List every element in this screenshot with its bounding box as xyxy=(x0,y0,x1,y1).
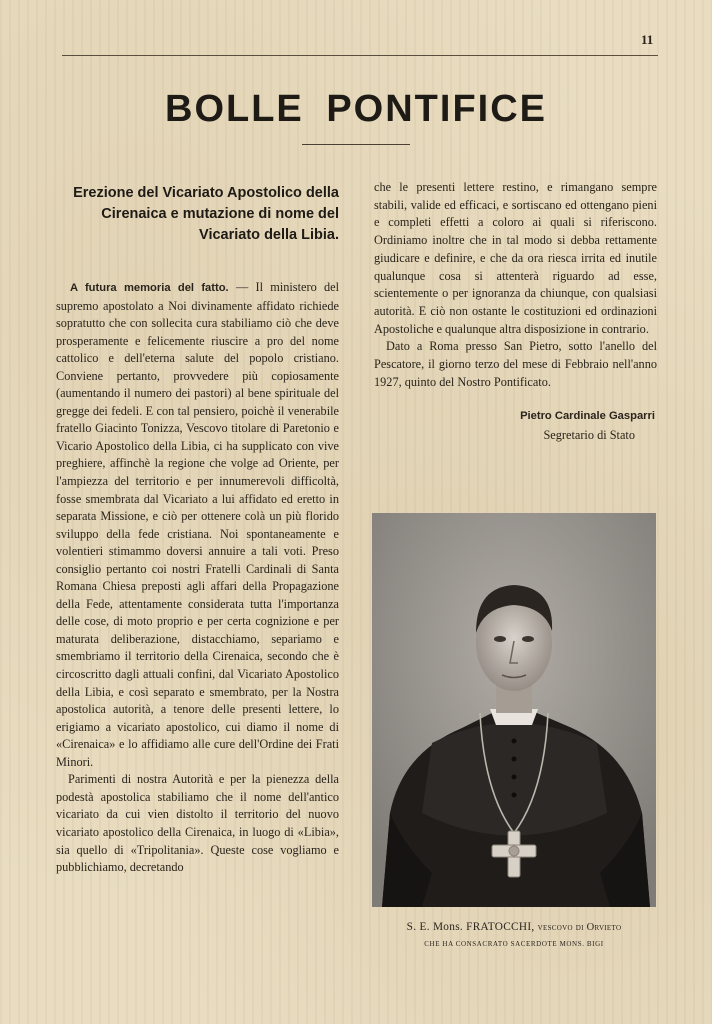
right-column xyxy=(374,179,657,443)
photo-caption xyxy=(372,921,656,933)
top-rule xyxy=(62,55,658,56)
article-paragraph-3: che le presenti lettere restino, e rimangano sempre stabili, valide ed efficaci, e sortiscano ed ottengano pieni e completi effetti a coloro ai quali si riferiscono. Ordiniamo inoltre che in tal modo si debba rettamente giudicare e definire, e che da ora riesca irrita ed inutile qualunque cosa si attenterà riguardo ad esse, scientemente o per ignoranza da chiunque, con qualsiasi autorità. E ciò non ostante le costituzioni ed ordinazioni Apostoliche e qualunque altra disposizione in contrario. xyxy=(374,180,657,336)
bishop-portrait-photo xyxy=(372,513,656,907)
page-title: BOLLE PONTIFICE xyxy=(165,88,547,130)
portrait-illustration xyxy=(372,513,656,907)
title-underline xyxy=(302,144,410,145)
paragraph-1-text: — Il ministero del supremo apostolato a Noi divinamente affidato richiede sopratutto che con sollecita cura stabiliamo ciò che deve prosperamente e felicemente riuscire a pro del nome cattolico e dell'eterna salute del popolo cristiano. Conviene pertanto, provvedere più copiosamente (aumentando il numero dei pastori) al bene spirituale del gregge dei fedeli. E con tal pensiero, poichè il venerabile fratello Giacinto Tonizza, Vescovo titolare di Paretonio e Vicario Apostolico della Libia, ci ha supplicato con vive preghiere, affinchè la regione che volge ad Oriente, per l'ampiezza del territorio e per innumerevoli difficoltà, fosse smembrata dal Vicariato a lui affidato ed eretto in separata Missione, e ciò per ottenere colà un più florido sviluppo della fede cristiana. Noi spontaneamente e volentieri stimammo doversi annuire a tali voti. Preso consiglio pertanto coi nostri Fratelli Cardinali di Santa Romana Chiesa preposti agli affari della Propagazione della Fede, attentamente considerata tutta l'importanza delle cose, di moto proprio e per certa cognizione e per maturata deliberazione, distacchiamo, separiamo e smembriamo il territorio della Cirenaica, secondo che è circoscritto dagli attuali confini, dal Vicariato Apostolico della Libia, e così separato e smembrato, per la Nostra apostolica autorità, a tenore delle presenti lettere, lo erigiamo a vicariato apostolico, cui diamo il nome di «Cirenaica» e lo affidiamo alle cure dell'Ordine dei Frati Minori. xyxy=(56,280,339,769)
article-subtitle: Erezione del Vicariato Apostolico della Cirenaica e mutazione di nome del Vicariato della Libia. xyxy=(73,185,339,243)
caption-role: vescovo di Orvieto xyxy=(537,922,622,933)
signature-title: Segretario di Stato xyxy=(543,428,635,443)
signature-name: Pietro Cardinale Gasparri xyxy=(520,410,655,423)
page-number: 11 xyxy=(641,32,654,47)
left-column xyxy=(56,183,339,877)
article-lead: A futura memoria del fatto. xyxy=(70,282,229,294)
article-paragraph-4: Dato a Roma presso San Pietro, sotto l'anello del Pescatore, il giorno terzo del mese di Febbraio nell'anno 1927, quinto del Nostro Pontificato. xyxy=(374,339,657,389)
photo-subcaption: CHE HA CONSACRATO SACERDOTE MONS. BIGI xyxy=(424,940,604,948)
caption-name: S. E. Mons. FRATOCCHI, xyxy=(406,921,535,933)
article-paragraph-1 xyxy=(56,279,339,771)
article-paragraph-2: Parimenti di nostra Autorità e per la pienezza della podestà apostolica stabiliamo che il nome dell'antico vicariato da cui vien distolto il territorio del nuovo vicariato apostolico della Cirenaica, in luogo di «Libia», sia quello di «Tripolitania». Queste cose vogliamo e pubblichiamo, decretando xyxy=(56,772,339,875)
